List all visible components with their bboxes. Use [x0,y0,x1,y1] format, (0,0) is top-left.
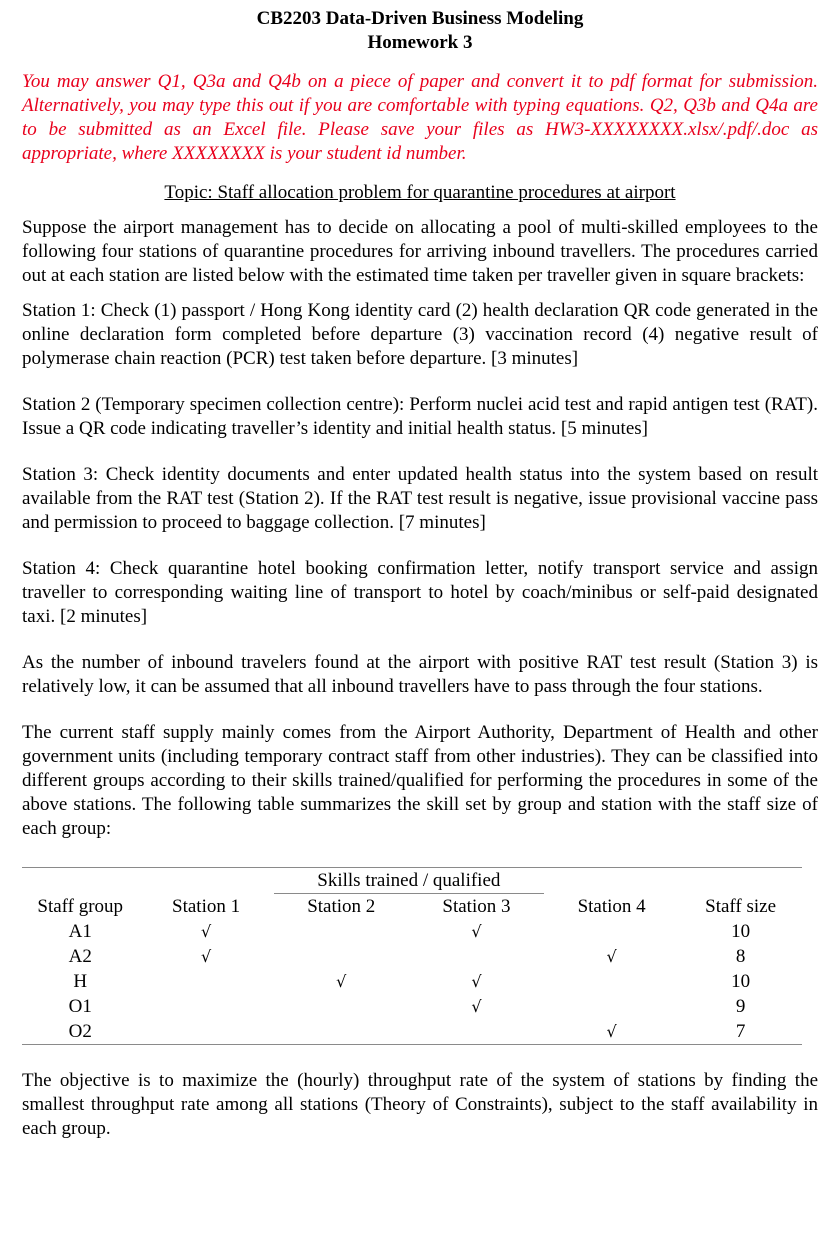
check-mark-icon [544,994,679,1019]
header-station-1: Station 1 [172,896,241,917]
check-mark-icon [138,994,273,1019]
station-3-description: Station 3: Check identity documents and enter updated health status into the system based on result available from the RAT test (Station 2). If the RAT test result is negative, issue provisional vaccine pass and permission to proceed to baggage collection. [7 minutes] [22,464,818,533]
staff-size-cell: 10 [731,971,751,992]
table-row [22,944,802,969]
header-station-3: Station 3 [442,896,511,917]
table-header-row-1 [22,868,802,894]
check-mark-icon [274,944,409,969]
check-mark-icon [274,919,409,944]
header-station-4: Station 4 [577,896,646,917]
check-mark-icon [409,1019,544,1045]
table-row [22,1019,802,1045]
topic-heading: Topic: Staff allocation problem for quarantine procedures at airport [164,182,676,203]
check-mark-icon [274,994,409,1019]
check-mark-icon: √ [200,922,212,941]
check-mark-icon: √ [471,997,482,1016]
staff-size-cell: 10 [731,921,751,942]
check-mark-icon: √ [606,1022,617,1041]
check-mark-icon: √ [200,947,212,966]
submission-instructions: You may answer Q1, Q3a and Q4b on a piece of paper and convert it to pdf format for submission. Alternatively, you may type this out if you are comfortable with typing equations. Q2, Q3b and Q4a are to be submitted as an Excel file. Please save your files as HW3-XXXXXXXX.xlsx/.pdf/.doc as appropriate, where XXXXXXXX is your student id number. [22,71,818,164]
homework-title: Homework 3 [367,32,473,53]
group-cell: A2 [68,946,92,967]
group-cell: A1 [68,921,92,942]
check-mark-icon: √ [336,972,347,991]
check-mark-icon [544,919,679,944]
group-cell: H [73,971,88,992]
assumption-paragraph: As the number of inbound travelers found at the airport with positive RAT test result (Station 3) is relatively low, it can be assumed that all inbound travellers have to pass through the four stations. [22,652,818,697]
check-mark-icon [409,944,544,969]
table-header-row-2 [22,894,802,920]
table-row [22,994,802,1019]
check-mark-icon: √ [606,947,617,966]
station-2-description: Station 2 (Temporary specimen collection centre): Perform nuclei acid test and rapid antigen test (RAT). Issue a QR code indicating traveller’s identity and initial health status. [5 minutes] [22,394,818,439]
check-mark-icon: √ [471,922,482,941]
check-mark-icon [274,1019,409,1045]
staff-size-cell: 8 [735,946,746,967]
check-mark-icon [138,1019,273,1045]
group-cell: O1 [68,996,92,1017]
skills-table [22,867,802,1045]
header-station-2: Station 2 [307,896,376,917]
staff-size-cell: 7 [735,1021,746,1042]
header-staff-group: Staff group [37,896,124,917]
table-row [22,919,802,944]
intro-paragraph: Suppose the airport management has to decide on allocating a pool of multi-skilled employees to the following four stations of quarantine procedures for arriving inbound travellers. The procedures carried out at each station are listed below with the estimated time taken per traveller given in square brackets: [22,217,818,286]
check-mark-icon [138,969,273,994]
group-cell: O2 [68,1021,92,1042]
staff-supply-paragraph: The current staff supply mainly comes from the Airport Authority, Department of Health and other government units (including temporary contract staff from other industries). They can be classified into different groups according to their skills trained/qualified for performing the procedures in some of the above stations. The following table summarizes the skill set by group and station with the staff size of each group: [22,722,818,839]
station-1-description: Station 1: Check (1) passport / Hong Kong identity card (2) health declaration QR code generated in the online declaration form completed before departure (3) vaccination record (4) negative result of polymerase chain reaction (PCR) test taken before departure. [3 minutes] [22,300,818,369]
station-4-description: Station 4: Check quarantine hotel booking confirmation letter, notify transport service and assign traveller to corresponding waiting line of transport to hotel by coach/minibus or self-paid designated taxi. [2 minutes] [22,558,818,627]
staff-size-cell: 9 [735,996,746,1017]
check-mark-icon: √ [471,972,482,991]
table-row [22,969,802,994]
skills-span-header: Skills trained / qualified [274,868,544,894]
header-staff-size: Staff size [705,896,777,917]
course-title: CB2203 Data-Driven Business Modeling [256,8,584,29]
check-mark-icon [544,969,679,994]
objective-paragraph: The objective is to maximize the (hourly) throughput rate of the system of stations by finding the smallest throughput rate among all stations (Theory of Constraints), subject to the staff availability in each group. [22,1070,818,1139]
